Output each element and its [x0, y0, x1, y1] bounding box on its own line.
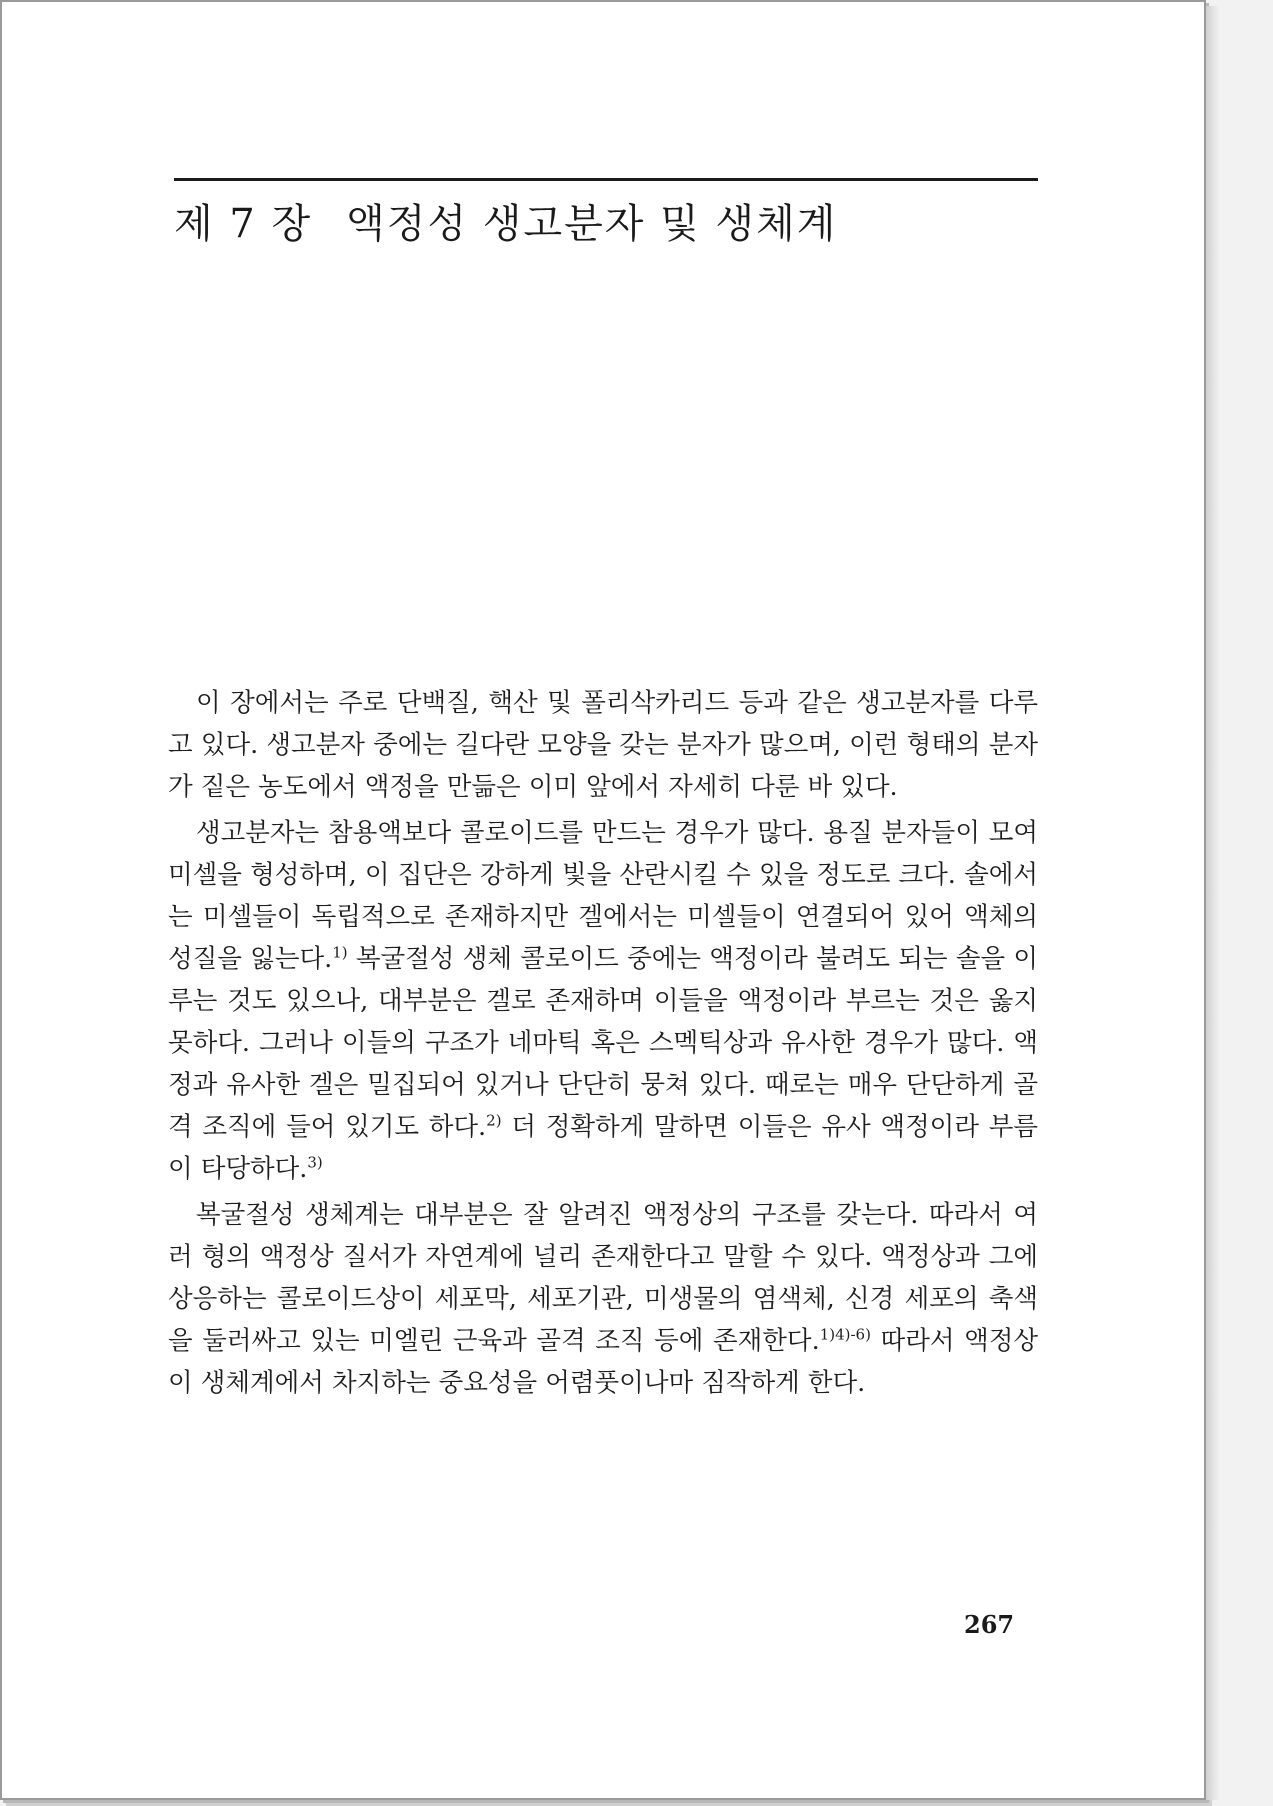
page-stack-edge [1206, 6, 1220, 1800]
footnote-ref: 2) [486, 1111, 502, 1130]
body-text [168, 682, 1038, 1408]
paragraph-1 [168, 682, 1038, 808]
paragraph-text: 이 장에서는 주로 단백질, 핵산 및 폴리삭카리드 등과 같은 생고분자를 다루고 있다. 생고분자 중에는 길다란 모양을 갖는 분자가 많으며, 이런 형태의 분자가 짙은 농도에서 액정을 만듦은 이미 앞에서 자세히 다룬 바 있다. [168, 688, 1038, 802]
footnote-ref: 3) [307, 1153, 323, 1172]
chapter-number: 제 7 장 [174, 201, 313, 247]
paragraph-2 [168, 812, 1038, 1190]
paragraph-text: 더 정확하게 말하면 이들은 유사 액정이라 부름이 타당하다. [168, 1112, 1038, 1184]
footnote-ref: 1)4)-6) [819, 1325, 871, 1344]
footnote-ref: 1) [332, 943, 348, 962]
paragraph-text: 복굴절성 생체계는 대부분은 잘 알려진 액정상의 구조를 갖는다. 따라서 여러 형의 액정상 질서가 자연계에 널리 존재한다고 말할 수 있다. 액정상과 그에 상응하는 콜로이드상이 세포막, 세포기관, 미생물의 염색체, 신경 세포의 축색을 둘러싸고 있는 미엘린 근육과 골격 조직 등에 존재한다. [168, 1200, 1038, 1356]
chapter-heading [174, 192, 837, 249]
paragraph-3 [168, 1194, 1038, 1404]
paragraph-text: 생고분자는 참용액보다 콜로이드를 만드는 경우가 많다. 용질 분자들이 모여 미셀을 형성하며, 이 집단은 강하게 빛을 산란시킬 수 있을 정도로 크다. 솔에서는 미셀들이 독립적으로 존재하지만 겔에서는 미셀들이 연결되어 있어 액체의 성질을 잃는다. [168, 818, 1038, 974]
page-number: 267 [964, 1610, 1015, 1639]
chapter-title: 액정성 생고분자 및 생체계 [346, 201, 838, 247]
chapter-rule [174, 178, 1038, 181]
paragraph-text: 복굴절성 생체 콜로이드 중에는 액정이라 불려도 되는 솔을 이루는 것도 있으나, 대부분은 겔로 존재하며 이들을 액정이라 부르는 것은 옳지 못하다. 그러나 이들의 구조가 네마틱 혹은 스멕틱상과 유사한 경우가 많다. 액정과 유사한 겔은 밀집되어 있거나 단단히 뭉쳐 있다. 때로는 매우 단단하게 골격 조직에 들어 있기도 하다. [168, 944, 1039, 1142]
paragraph-text: 따라서 액정상이 생체계에서 차지하는 중요성을 어렴풋이나마 짐작하게 한다. [168, 1326, 1039, 1398]
